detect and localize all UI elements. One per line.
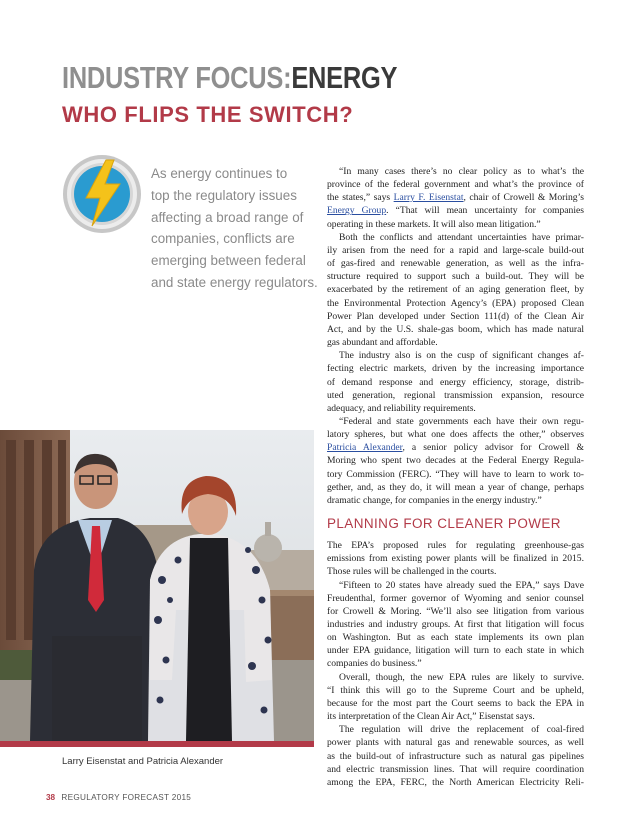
body-line: for Crowell & Moring. “We’ll also see litigation from various: [327, 605, 584, 617]
page-number: 38: [46, 793, 56, 802]
pull-quote-line: companies, conflicts are: [151, 231, 295, 247]
body-line: latory spheres, but what one does affects the other,” observes: [327, 429, 584, 441]
body-line: Moring who spent two decades at the Federal Energy Regula-: [327, 455, 584, 467]
body-line: exacerbated by the retirement of an aging generation fleet, by: [327, 284, 584, 296]
section-heading: PLANNING FOR CLEANER POWER: [327, 516, 561, 532]
body-line: dramatic change, for companies in the energy industry.”: [327, 494, 542, 506]
body-line: Freudenthal, former governor of Wyoming and senior counsel: [327, 592, 584, 604]
body-line: because for the most part the Court seems to back the EPA in: [327, 697, 584, 709]
body-line: its interpretation of the Clean Air Act,” Eisenstat says.: [327, 711, 535, 723]
body-line: uted generation, regional transmission expansion, resource: [327, 389, 584, 401]
photo-caption: Larry Eisenstat and Patricia Alexander: [62, 756, 224, 767]
body-line: power plants with natural gas and renewable sources, as well: [327, 737, 584, 749]
pull-quote-line: emerging between federal: [151, 253, 306, 269]
body-line: “In many cases there’s no clear policy as to what’s the: [339, 166, 584, 177]
body-line: gether, and, as they do, it will mean a year of change, perhaps: [327, 481, 584, 493]
body-line: among the EPA, FERC, the North American Electricity Reli-: [327, 776, 584, 788]
page-footer: [46, 793, 191, 802]
title-suffix: ENERGY: [291, 60, 398, 95]
body-line: province of the federal government and what’s the province of: [327, 179, 584, 191]
body-line: fecting electric markets, driven by the increasing importance: [327, 363, 584, 375]
body-line: gas abundant and affordable.: [327, 337, 438, 349]
body-text: . “That will mean uncertainty for companies: [386, 205, 584, 217]
body-line: [327, 441, 584, 454]
body-line: structure required to support such a build-out. They will be: [327, 271, 584, 283]
photo-accent-bar: [0, 741, 314, 747]
lightning-bolt-icon: [62, 154, 142, 234]
body-line: emissions from existing power plants will be finalized in 2015.: [327, 553, 584, 565]
page-subtitle: WHO FLIPS THE SWITCH?: [62, 102, 354, 127]
body-line: Overall, though, the new EPA rules are likely to survive.: [339, 671, 584, 683]
pull-quote-line: affecting a broad range of: [151, 209, 304, 225]
body-line: Power Plan developed under Section 111(d) of the Clean Air: [327, 310, 584, 322]
body-line: of gas-fired and renewable generation, as well as the infra-: [327, 258, 584, 270]
body-text: the states,” says: [327, 192, 394, 204]
link-larry-eisenstat[interactable]: Larry F. Eisenstat: [393, 192, 464, 204]
body-line: “Federal and state governments each have their own regu-: [339, 415, 584, 427]
page-title: [62, 60, 397, 96]
body-line: The regulation will drive the replacement of coal-fired: [339, 724, 584, 736]
body-line: under EPA guidance, litigation will turn to each state in which: [327, 645, 584, 657]
portrait-photo: [0, 430, 314, 741]
body-line: on Washington. But as each state implements its own plan: [327, 632, 584, 644]
body-line: of demand response and energy efficiency, storage, distrib-: [327, 376, 584, 388]
article-body: [327, 165, 584, 789]
body-line: The EPA’s proposed rules for regulating greenhouse-gas: [327, 540, 584, 552]
body-line: tory Commission (FERC). “They will have to learn to work to-: [327, 468, 584, 480]
body-line: and electric transmission lines. That will require coordination: [327, 763, 584, 775]
title-prefix: INDUSTRY FOCUS:: [62, 60, 292, 95]
body-line: “I think this will go to the Supreme Court and be upheld,: [327, 684, 584, 696]
body-line: The industry also is on the cusp of significant changes af-: [339, 350, 584, 362]
body-text: , chair of Crowell & Moring’s: [463, 192, 584, 204]
pull-quote-line: As energy continues to: [151, 166, 288, 181]
body-line: ily arisen from the need for a rapid and large-scale build-out: [327, 244, 584, 256]
body-line: [327, 204, 584, 217]
body-line: [327, 191, 584, 204]
publication-name: REGULATORY FORECAST 2015: [61, 793, 192, 802]
body-line: operating in these markets. It will also mean litigation.”: [327, 218, 541, 230]
body-line: as the build-out of infrastructure such as natural gas pipelines: [327, 750, 584, 762]
body-line: Those rules will be challenged in the courts.: [327, 566, 497, 578]
pull-quote-line: top the regulatory issues: [151, 187, 297, 203]
pull-quote-line: and state energy regulators.: [151, 274, 318, 290]
link-patricia-alexander[interactable]: Patricia Alexander: [327, 442, 403, 454]
link-energy-group[interactable]: Energy Group: [327, 205, 387, 217]
body-line: companies do business.”: [327, 658, 422, 670]
body-text: , a senior policy advisor for Crowell &: [402, 442, 584, 454]
body-line: adequacy, and reliability requirements.: [327, 402, 476, 414]
pull-quote: [151, 163, 316, 294]
body-line: industries and industry groups. At first that litigation will focus: [327, 619, 584, 630]
body-line: the Environmental Protection Agency’s (EPA) proposed Clean: [327, 297, 584, 309]
body-line: “Fifteen to 20 states have already sued the EPA,” says Dave: [339, 579, 584, 591]
body-line: Both the conflicts and attendant uncertainties have primar-: [339, 231, 584, 243]
body-line: Act, and by the U.S. shale-gas boom, which has made natural: [327, 323, 584, 335]
